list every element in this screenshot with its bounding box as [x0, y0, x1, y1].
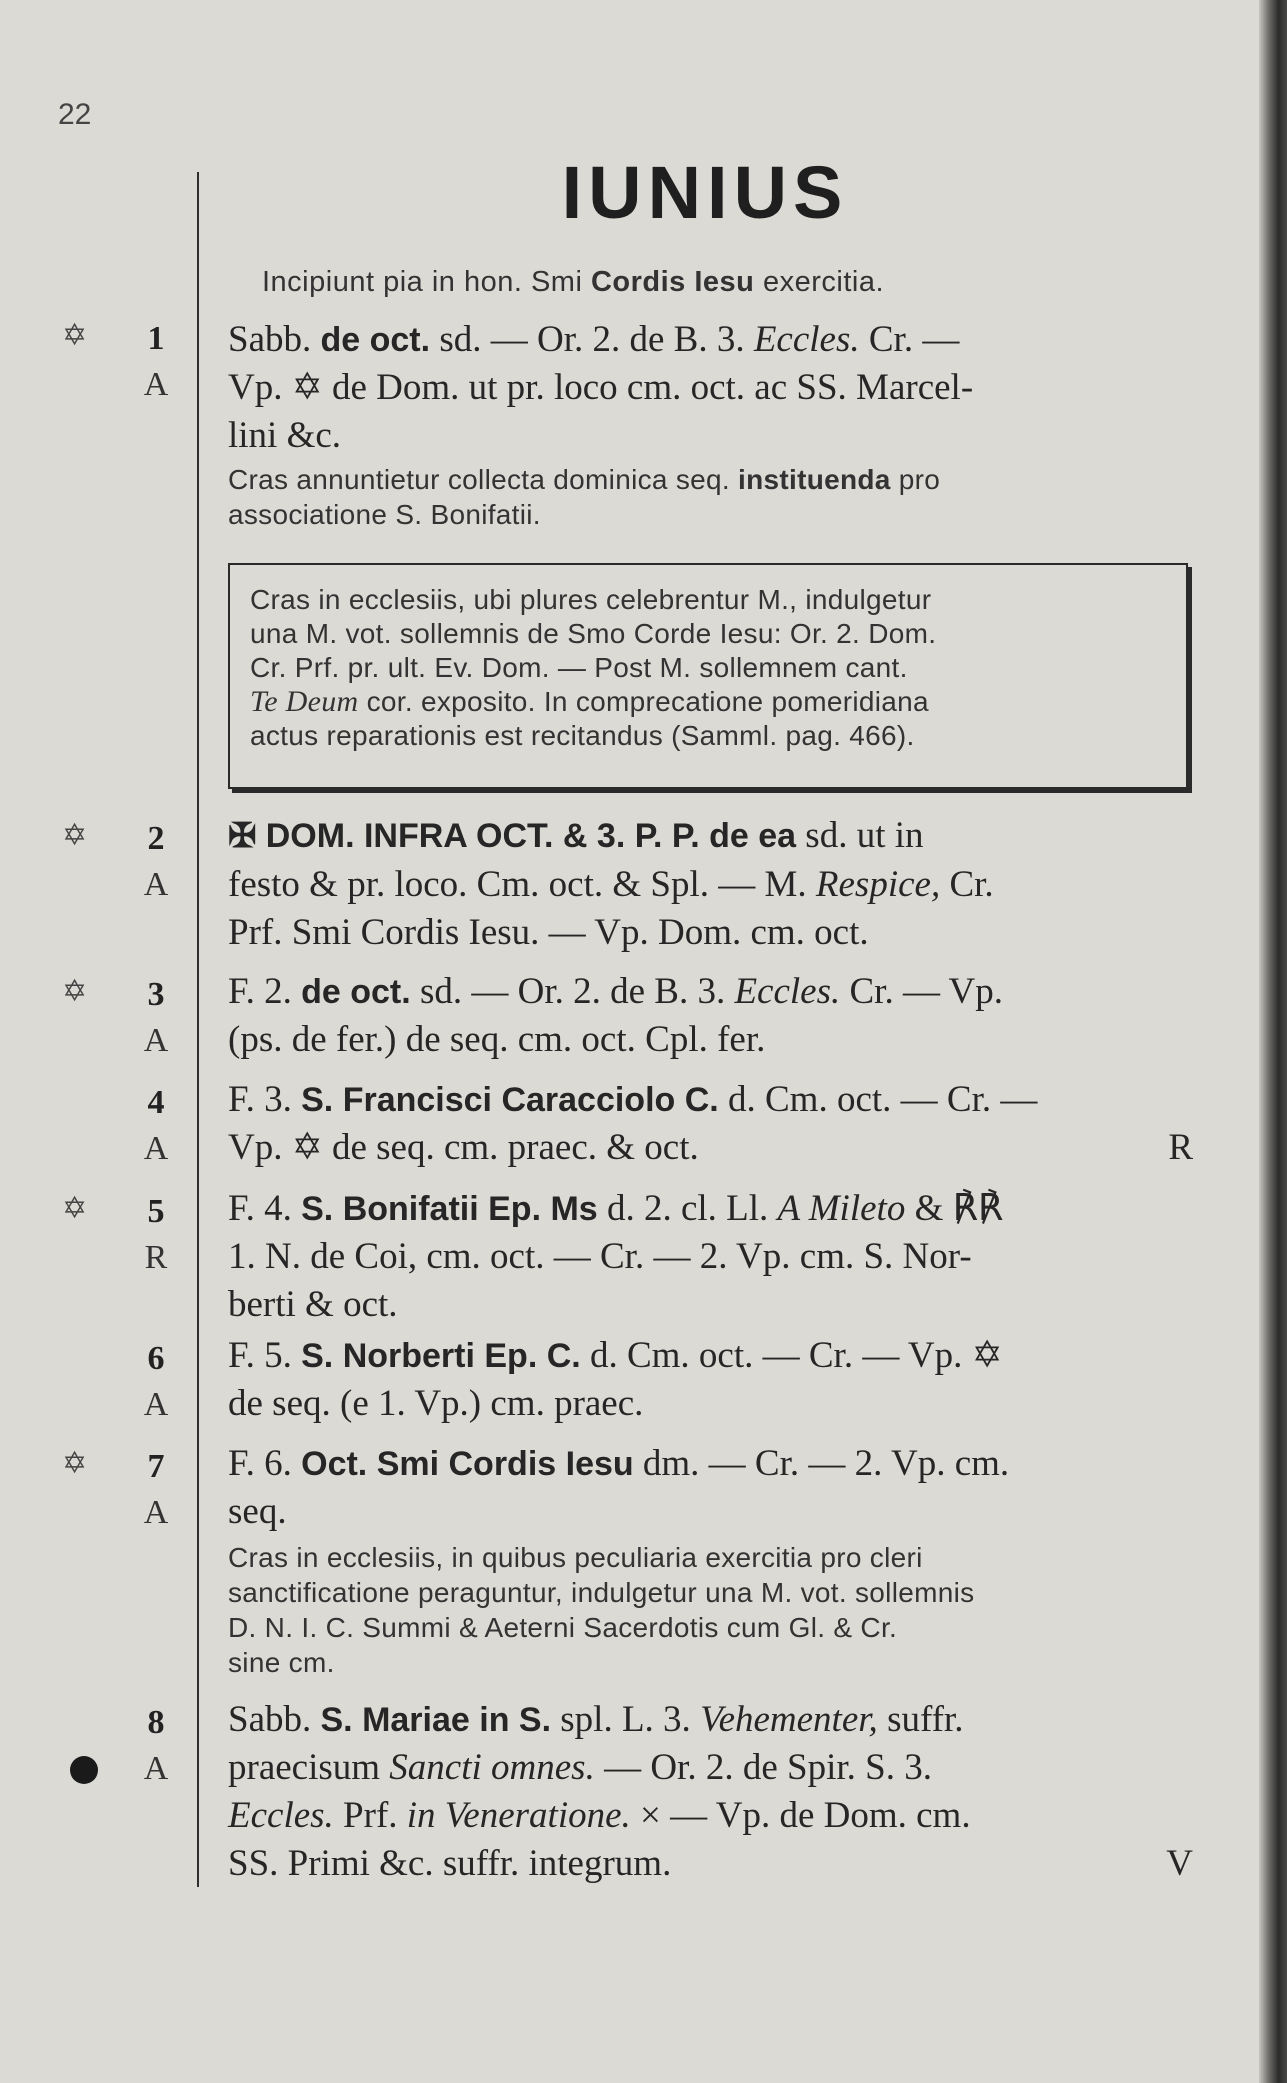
entry-text: & ℟℟	[905, 1188, 1004, 1229]
entry-bold: de oct.	[301, 973, 411, 1011]
entry-line: Vp. ✡ de Dom. ut pr. loco cm. oct. ac SS. Marcel-	[228, 367, 974, 408]
entry-text: F. 6.	[228, 1443, 302, 1484]
day-number: 4	[147, 1084, 165, 1121]
dominical-letter: A	[143, 866, 169, 903]
dominical-letter: A	[143, 1494, 169, 1531]
entry-line	[228, 1840, 1193, 1888]
entry-line: (ps. de fer.) de seq. cm. oct. Cpl. fer.	[228, 1019, 766, 1060]
day-number: 7	[147, 1448, 165, 1485]
dominical-letter: A	[143, 1750, 169, 1787]
entry-italic: Respice,	[815, 864, 941, 905]
entry-bold: Oct. Smi Cordis Iesu	[301, 1445, 634, 1483]
entry-bold: de oct.	[320, 321, 431, 359]
box-line: actus reparationis est recitandus (Samml. pag. 466).	[250, 720, 915, 751]
entry-text: Sabb.	[228, 1699, 321, 1740]
star-icon: ✡	[62, 1192, 88, 1225]
entry-italic: Eccles.	[228, 1795, 334, 1836]
entry-day-5	[228, 1185, 1193, 1329]
entry-line: 1. N. de Coi, cm. oct. — Cr. — 2. Vp. cm. S. Nor-	[228, 1236, 972, 1277]
entry-line	[228, 1185, 1193, 1233]
entry-text: sd. — Or. 2. de B. 3.	[430, 319, 754, 360]
entry-bold: S. Bonifatii Ep. Ms	[301, 1190, 598, 1228]
entry-text: sd. ut in	[796, 815, 924, 856]
entry-line	[228, 1332, 1193, 1380]
cross-icon: ✠	[228, 818, 257, 855]
entry-text: spl. L. 3.	[551, 1699, 701, 1740]
entry-line	[228, 812, 1193, 861]
entry-line	[228, 1792, 1193, 1840]
day-number: 3	[147, 976, 165, 1013]
note-line: D. N. I. C. Summi & Aeterni Sacerdotis cum Gl. & Cr.	[228, 1612, 898, 1643]
entry-day-3	[228, 968, 1193, 1064]
entry-text: — Or. 2. de Spir. S. 3.	[594, 1747, 932, 1788]
entry-day-4	[228, 1076, 1193, 1172]
entry-line: berti & oct.	[228, 1284, 398, 1325]
dominical-letter: A	[143, 1130, 169, 1167]
entry-line	[228, 861, 1193, 909]
entry-text: dm. — Cr. — 2. Vp. cm.	[633, 1443, 1010, 1484]
box-line: una M. vot. sollemnis de Smo Corde Iesu: Or. 2. Dom.	[250, 618, 937, 649]
entry-text: Vp. ✡ de seq. cm. praec. & oct.	[228, 1127, 699, 1168]
note-bold: instituenda	[738, 464, 891, 495]
dominical-letter: A	[143, 1022, 169, 1059]
page-edge	[1259, 0, 1287, 2083]
note-cleri	[228, 1540, 1193, 1680]
entry-text: d. Cm. oct. — Cr. —	[718, 1079, 1038, 1120]
day-number: 8	[147, 1704, 165, 1741]
box-text: cor. exposito. In comprecatione pomeridiana	[358, 686, 929, 717]
note-text: Cras annuntietur collecta dominica seq.	[228, 464, 739, 495]
month-title: IUNIUS	[561, 151, 849, 234]
entry-line	[228, 968, 1193, 1016]
entry-italic: Vehementer,	[700, 1699, 878, 1740]
star-icon: ✡	[62, 1447, 88, 1480]
entry-text: F. 3.	[228, 1079, 302, 1120]
note-collecta	[228, 462, 1193, 532]
entry-day-2	[228, 812, 1193, 957]
box-line: Cr. Prf. pr. ult. Ev. Dom. — Post M. sollemnem cant.	[250, 652, 908, 683]
entry-line: de seq. (e 1. Vp.) cm. praec.	[228, 1383, 644, 1424]
entry-italic: in Veneratione.	[406, 1795, 631, 1836]
subtitle-text: Incipiunt pia in hon. Smi	[262, 266, 591, 298]
dominical-letter: A	[143, 1386, 169, 1423]
column-divider	[197, 172, 199, 1887]
entry-text: F. 2.	[228, 971, 302, 1012]
note-line: associatione S. Bonifatii.	[228, 499, 541, 530]
star-icon: ✡	[62, 819, 88, 852]
page-number: 22	[58, 98, 92, 131]
entry-line	[228, 1124, 1193, 1172]
entry-bold: S. Mariae in S.	[320, 1701, 552, 1739]
entry-text: × — Vp. de Dom. cm.	[630, 1795, 971, 1836]
entry-line	[228, 1076, 1193, 1124]
entry-text: Cr.	[940, 864, 994, 905]
entry-italic: Eccles.	[734, 971, 841, 1012]
note-line: sanctificatione peraguntur, indulgetur una M. vot. sollemnis	[228, 1577, 975, 1608]
entry-bold: DOM. INFRA OCT. & 3. P. P. de ea	[265, 817, 797, 855]
month-subtitle	[262, 266, 884, 299]
star-icon: ✡	[62, 975, 88, 1008]
entry-text: d. 2. cl. Ll.	[597, 1188, 778, 1229]
day-number: 5	[147, 1193, 165, 1230]
note-text: pro	[890, 464, 941, 495]
margin-letter: R	[1168, 1127, 1193, 1168]
star-icon: ✡	[62, 319, 88, 352]
day-number: 6	[147, 1340, 165, 1377]
entry-day-1	[228, 316, 1193, 460]
entry-text: suffr.	[877, 1699, 964, 1740]
entry-text: F. 5.	[228, 1335, 302, 1376]
entry-day-7	[228, 1440, 1193, 1536]
box-line	[250, 685, 1170, 719]
entry-text: d. Cm. oct. — Cr. — Vp. ✡	[580, 1335, 1003, 1376]
entry-text: sd. — Or. 2. de B. 3.	[410, 971, 735, 1012]
dominical-letter: R	[144, 1239, 168, 1276]
entry-day-8	[228, 1696, 1193, 1888]
entry-line	[228, 316, 1193, 364]
entry-day-6	[228, 1332, 1193, 1428]
day-number: 2	[147, 820, 165, 857]
entry-text: Cr. — Vp.	[840, 971, 1004, 1012]
entry-line	[228, 1744, 1193, 1792]
entry-italic: Sancti omnes.	[389, 1747, 595, 1788]
entry-line: Prf. Smi Cordis Iesu. — Vp. Dom. cm. oct.	[228, 912, 869, 953]
entry-italic: A Mileto	[777, 1188, 906, 1229]
entry-bold: S. Francisci Caracciolo C.	[301, 1081, 719, 1119]
entry-bold: S. Norberti Ep. C.	[301, 1337, 581, 1375]
entry-line: seq.	[228, 1491, 287, 1532]
boxed-notice	[228, 563, 1188, 789]
entry-text: praecisum	[228, 1747, 390, 1788]
entry-line	[228, 1696, 1193, 1744]
new-moon-bullet-icon	[70, 1756, 98, 1784]
box-line: Cras in ecclesiis, ubi plures celebrentur M., indulgetur	[250, 584, 932, 615]
boxed-notice-text	[250, 583, 1170, 753]
subtitle-text-end: exercitia.	[754, 266, 885, 298]
margin-letter: V	[1166, 1843, 1193, 1884]
dominical-letter: A	[143, 366, 169, 403]
day-number: 1	[147, 320, 165, 357]
entry-text: festo & pr. loco. Cm. oct. & Spl. — M.	[228, 864, 816, 905]
entry-line: lini &c.	[228, 415, 342, 456]
note-line: sine cm.	[228, 1647, 335, 1678]
box-italic: Te Deum	[250, 685, 359, 718]
entry-text: Cr. —	[859, 319, 960, 360]
entry-line	[228, 1440, 1193, 1488]
entry-text: Prf.	[333, 1795, 407, 1836]
note-line: Cras in ecclesiis, in quibus peculiaria exercitia pro cleri	[228, 1542, 923, 1573]
subtitle-bold: Cordis Iesu	[590, 266, 755, 298]
entry-italic: Eccles.	[753, 319, 860, 360]
note-line	[228, 462, 1193, 497]
entry-text: Sabb.	[228, 319, 321, 360]
entry-text: F. 4.	[228, 1188, 302, 1229]
entry-text: SS. Primi &c. suffr. integrum.	[228, 1843, 672, 1884]
